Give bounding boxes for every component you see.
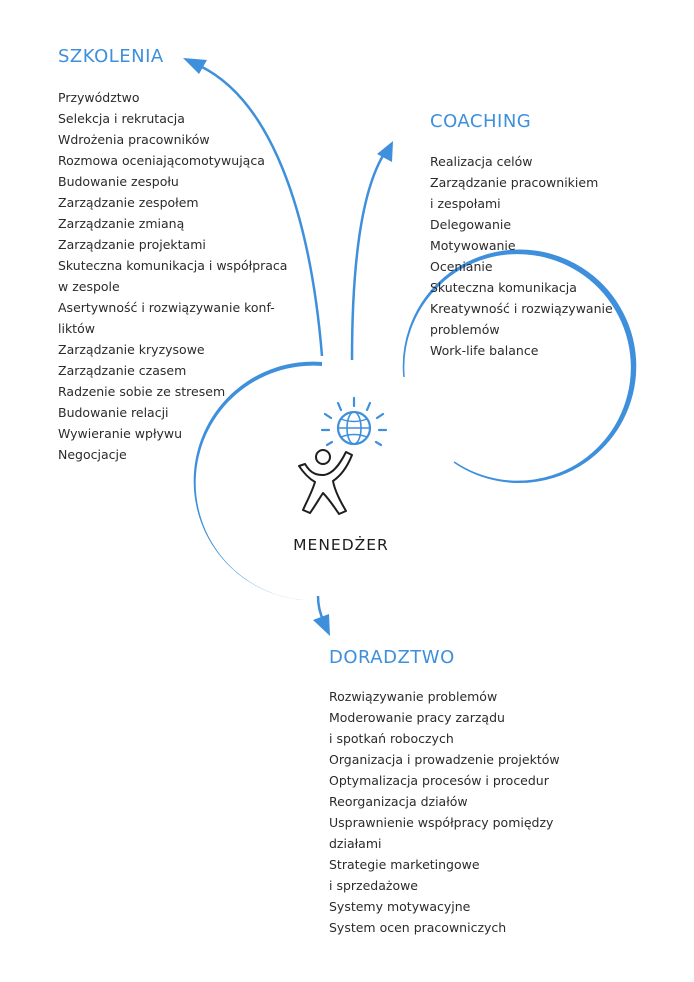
list-item: i zespołami [430, 196, 501, 211]
list-item: Systemy motywacyjne [329, 899, 471, 914]
manager-with-globe-icon [299, 398, 386, 514]
list-item: i sprzedażowe [329, 878, 419, 893]
list-item: Zarządzanie pracownikiem [430, 175, 599, 190]
list-szkolenia [58, 87, 287, 465]
list-item: Strategie marketingowe [329, 857, 480, 872]
list-item: Negocjacje [58, 447, 127, 462]
heading-coaching: COACHING [430, 111, 532, 132]
center-label: MENEDŻER [293, 536, 389, 554]
list-item: Organizacja i prowadzenie projektów [329, 752, 560, 767]
list-item: w zespole [58, 279, 120, 294]
list-item: Budowanie zespołu [58, 174, 179, 189]
list-item: Moderowanie pracy zarządu [329, 710, 505, 725]
heading-szkolenia: SZKOLENIA [58, 46, 164, 67]
list-item: Selekcja i rekrutacja [58, 111, 185, 126]
list-item: Skuteczna komunikacja [430, 280, 577, 295]
list-item: Work-life balance [430, 343, 539, 358]
list-item: Rozwiązywanie problemów [329, 689, 498, 704]
list-item: Optymalizacja procesów i procedur [329, 773, 549, 788]
list-item: Rozmowa oceniającomotywująca [58, 153, 265, 168]
list-item: i spotkań roboczych [329, 731, 454, 746]
list-item: Asertywność i rozwiązywanie konf- [58, 300, 275, 315]
list-coaching [430, 151, 613, 361]
list-item: działami [329, 836, 382, 851]
list-item: Skuteczna komunikacja i współpraca [58, 258, 288, 273]
list-item: Wywieranie wpływu [58, 426, 183, 441]
list-item: Zarządzanie czasem [58, 363, 187, 378]
list-item: Przywództwo [58, 90, 140, 105]
arrow-head-coaching [377, 141, 393, 162]
list-item: Usprawnienie współpracy pomiędzy [329, 815, 554, 830]
list-item: Motywowanie [430, 238, 516, 253]
list-item: problemów [430, 322, 500, 337]
list-doradztwo [329, 686, 560, 938]
list-item: Zarządzanie projektami [58, 237, 206, 252]
list-item: Wdrożenia pracowników [58, 132, 210, 147]
list-item: Delegowanie [430, 217, 512, 232]
list-item: Zarządzanie kryzysowe [58, 342, 205, 357]
list-item: liktów [58, 321, 95, 336]
arrow-head-doradztwo [313, 614, 330, 636]
list-item: Zarządzanie zmianą [58, 216, 185, 231]
list-item: System ocen pracowniczych [329, 920, 507, 935]
list-item: Reorganizacja działów [329, 794, 468, 809]
list-item: Budowanie relacji [58, 405, 169, 420]
list-item: Radzenie sobie ze stresem [58, 384, 226, 399]
list-item: Ocenianie [430, 259, 493, 274]
list-item: Zarządzanie zespołem [58, 195, 199, 210]
list-item: Kreatywność i rozwiązywanie [430, 301, 613, 316]
heading-doradztwo: DORADZTWO [329, 647, 455, 668]
arrow-to-coaching [352, 154, 384, 360]
list-item: Realizacja celów [430, 154, 533, 169]
arrow-head-szkolenia [183, 58, 207, 74]
